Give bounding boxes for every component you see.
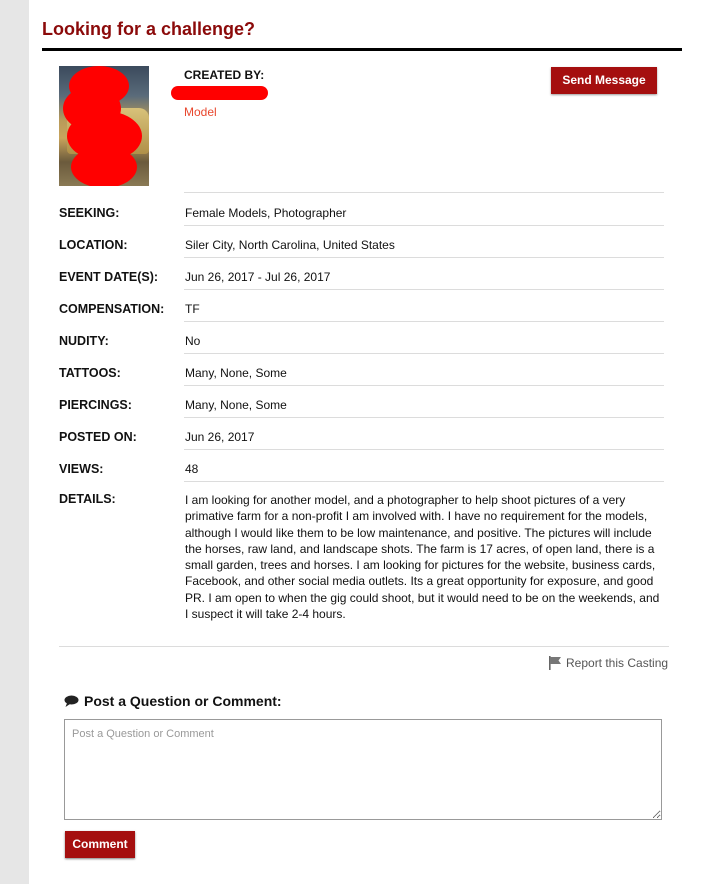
comment-submit-button[interactable]: Comment [65,831,135,858]
field-label: SEEKING: [59,206,120,220]
comment-heading-text: Post a Question or Comment: [84,693,282,709]
divider [184,192,664,193]
field-label: VIEWS: [59,462,104,476]
field-row-posted-on [59,418,669,450]
field-value: No [185,334,201,348]
field-row-tattoos [59,354,669,386]
field-row-location [59,226,669,258]
casting-page [29,0,702,884]
field-value: TF [185,302,200,316]
creator-role: Model [184,105,217,119]
field-label: TATTOOS: [59,366,121,380]
field-row-nudity [59,322,669,354]
field-value: 48 [185,462,199,476]
redaction-mark [71,146,137,186]
created-by-label: CREATED BY: [184,68,265,82]
divider [59,646,669,647]
report-label: Report this Casting [566,656,669,670]
comment-textarea[interactable] [64,719,662,820]
field-value: Many, None, Some [185,366,287,380]
details-text: I am looking for another model, and a photographer to help shoot pictures of a very primative farm for a non-profit I am involved with. I have no requirement for the models, although I would like them to be low maintenance, and positive. The pictures will include the horses, raw land, and landscape shots. The farm is 17 acres, of open land, there is a small garden, trees and horses. I am looking for pictures for the website, business cards, Facebook, and other social media outlets. Its a great opportunity for exposure, and good PR. I am open to when the gig could shoot, but it would need to be on the weekends, and I suspect it will take 2-4 hours. [185,493,660,622]
comment-heading [64,693,282,709]
page-title: Looking for a challenge? [42,19,256,39]
details-label: DETAILS: [59,492,116,506]
field-row-views [59,450,669,482]
field-label: COMPENSATION: [59,302,165,316]
send-message-button[interactable]: Send Message [551,67,657,94]
field-row-piercings [59,386,669,418]
report-casting-link[interactable] [548,656,668,670]
field-value: Jun 26, 2017 [185,430,255,444]
field-row-event-dates [59,258,669,290]
field-label: EVENT DATE(S): [59,270,159,284]
field-value: Female Models, Photographer [185,206,347,220]
field-value: Many, None, Some [185,398,287,412]
divider [184,481,664,482]
field-label: NUDITY: [59,334,109,348]
speech-bubble-icon [64,695,79,707]
creator-avatar[interactable] [59,66,149,186]
field-label: LOCATION: [59,238,128,252]
creator-name-redacted[interactable] [171,86,268,100]
field-value: Siler City, North Carolina, United States [185,238,395,252]
field-label: PIERCINGS: [59,398,132,412]
field-label: POSTED ON: [59,430,137,444]
title-rule [42,48,682,51]
field-value: Jun 26, 2017 - Jul 26, 2017 [185,270,331,284]
flag-icon [548,656,562,670]
field-row-compensation [59,290,669,322]
field-row-seeking [59,194,669,226]
